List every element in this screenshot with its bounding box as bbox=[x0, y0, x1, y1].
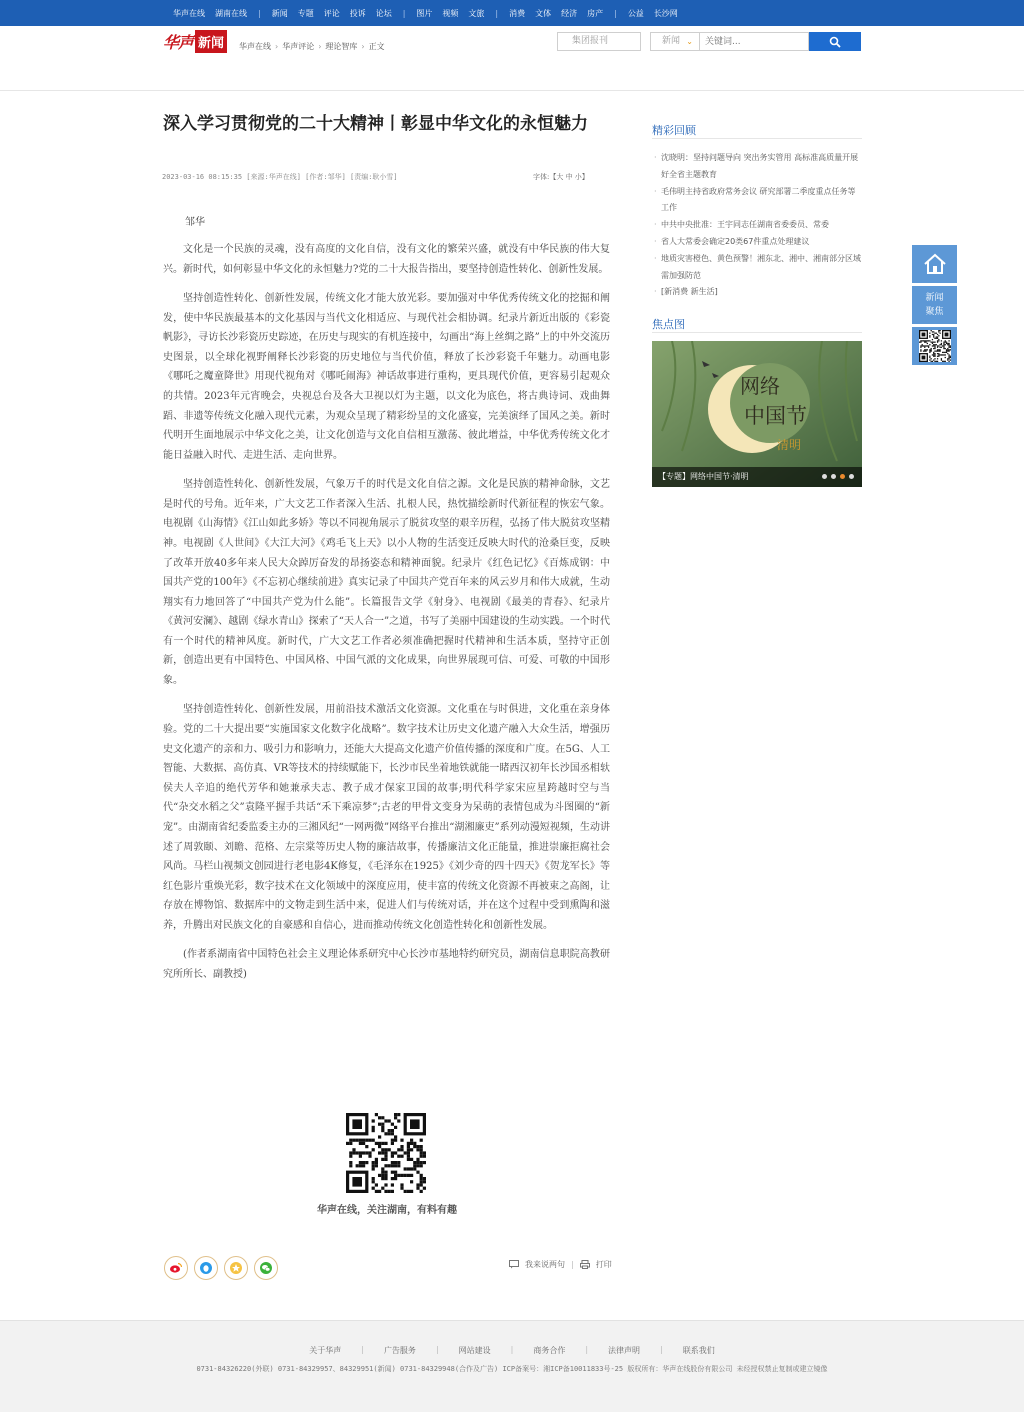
review-divider bbox=[652, 138, 862, 139]
home-icon bbox=[923, 253, 947, 275]
article-body bbox=[163, 240, 610, 994]
footer-link-legal[interactable]: 法律声明 bbox=[608, 1346, 641, 1355]
news-focus-label: 新闻聚焦 bbox=[925, 293, 944, 317]
chevron-down-icon: ⌄ bbox=[686, 37, 693, 46]
focus-art-line2: 中国节 bbox=[744, 404, 807, 428]
carousel-dots bbox=[822, 474, 854, 479]
footer-link-ads[interactable]: 广告服务 bbox=[383, 1346, 416, 1355]
breadcrumb-item-theory[interactable]: 理论智库 bbox=[325, 42, 358, 51]
qq-icon[interactable] bbox=[194, 1256, 218, 1280]
wechat-icon[interactable] bbox=[254, 1256, 278, 1280]
tools-divider: | bbox=[571, 1260, 574, 1269]
top-nav-bar bbox=[0, 0, 1024, 26]
article-paragraph: 坚持创造性转化、创新性发展，用前沿技术激活文化资源。文化重在与时俱进，文化重在亲身体验。党的二十大提出要“实施国家文化数字化战略”。数字技术让历史文化遗产融入大众生活，增强历史文化遗产的亲和力、吸引力和影响力，还能大大提高文化遗产价值传播的深度和广度。在5G、人工智能、大数据、高仿真、VR等技术的持续赋能下，长沙市民坐着地铁就能一睹西汉初年长沙国丞相轪侯夫人辛追的绝代芳华和她兼承夫志、教子成才保家卫国的故事;明代科学家宋应星跨越时空与当代“杂交水稻之父”袁隆平握手共话“禾下乘凉梦”;古老的甲骨文变身为呆萌的表情包成为斗图圈的“新宠”。由湖南省纪委监委主办的三湘风纪“一网两微”网络平台推出“湖湘廉吏”系列动漫短视频，生动讲述了周敦颐、刘瞻、范格、左宗棠等历史人物的廉洁故事，传播廉洁文化正能量，推进崇廉拒腐社会风尚。马栏山视频文创园进行老电影4K修复，《毛泽东在1925》《刘少奇的四十四天》《贺龙军长》等红色影片重焕光彩，数字技术在文化领域中的深度应用，使丰富的传统文化资源不再被束之高阁，让存放在博物馆、数据库中的文物走到生活中来，促进人们与传统对话，并在这个过程中受到熏陶和滋养，升腾出对民族文化的自豪感和自信心，进而推动传统文化创造性转化和创新性发展。 bbox=[163, 704, 610, 931]
review-item[interactable]: · 沈晓明：坚持问题导向 突出务实管用 高标准高质量开展好全省主题教育 bbox=[652, 150, 862, 184]
carousel-dot[interactable] bbox=[831, 474, 836, 479]
focus-caption-text: 【专题】网络中国节·清明 bbox=[658, 472, 749, 481]
chevron-right-icon: › bbox=[275, 42, 279, 51]
review-item[interactable]: · 毛伟明主持省政府常务会议 研究部署二季度重点任务等工作 bbox=[652, 184, 862, 218]
search-icon bbox=[829, 36, 841, 48]
article-paragraph: 文化是一个民族的灵魂，没有高度的文化自信，没有文化的繁荣兴盛，就没有中华民族的伟大复兴。新时代，如何彰显中华文化的永恒魅力?党的二十大报告指出，要坚持创造性转化、创新性发展。 bbox=[163, 244, 610, 275]
nav-link[interactable]: 消费 bbox=[509, 8, 526, 18]
qr-code-image bbox=[346, 1113, 426, 1193]
qr-float-button[interactable] bbox=[912, 327, 957, 365]
chevron-right-icon: › bbox=[318, 42, 322, 51]
chevron-right-icon: › bbox=[361, 42, 365, 51]
footer-divider: | bbox=[361, 1345, 364, 1354]
nav-link[interactable]: 房产 bbox=[587, 8, 604, 18]
review-item[interactable]: · [新消费 新生活] bbox=[652, 284, 862, 301]
footer-link-about[interactable]: 关于华声 bbox=[309, 1346, 342, 1355]
nav-link[interactable]: 投诉 bbox=[349, 8, 366, 18]
focus-heading: 焦点图 bbox=[652, 318, 685, 331]
search-button[interactable] bbox=[809, 32, 861, 51]
footer-links bbox=[0, 1345, 1024, 1356]
nav-link[interactable]: 华声在线 bbox=[173, 8, 205, 18]
focus-art-line3: 清明 bbox=[777, 438, 802, 452]
logo-text: 华声 bbox=[163, 33, 194, 52]
qr-slogan: 华声在线，关注湖南，有料有趣 bbox=[317, 1205, 457, 1216]
nav-link[interactable]: 长沙网 bbox=[653, 8, 678, 18]
nav-link[interactable]: 经济 bbox=[561, 8, 578, 18]
footer-divider: | bbox=[585, 1345, 589, 1354]
focus-caption bbox=[652, 467, 862, 487]
font-size-switch[interactable]: 字体:【大 中 小】 bbox=[533, 173, 589, 181]
comment-icon bbox=[509, 1260, 519, 1269]
nav-link[interactable]: 湖南在线 bbox=[215, 8, 247, 18]
review-item[interactable]: · 省人大常委会确定20类67件重点处理建议 bbox=[652, 234, 862, 251]
weibo-icon[interactable] bbox=[164, 1256, 188, 1280]
top-nav bbox=[173, 0, 678, 26]
qzone-icon[interactable] bbox=[224, 1256, 248, 1280]
footer-copyright: 0731-84326220(外联) 0731-84329957、84329951(新闻) 0731-84329948(合作及广告) ICP备案号：湘ICP备10011833号-25 版权所有：华声在线股份有限公司 未经授权禁止复制或建立镜像 bbox=[196, 1365, 828, 1373]
home-button[interactable] bbox=[912, 245, 957, 283]
footer-link-build[interactable]: 网站建设 bbox=[458, 1346, 491, 1355]
print-link[interactable]: 打印 bbox=[595, 1260, 612, 1269]
article-paragraph: 坚持创造性转化、创新性发展，传统文化才能大放光彩。要加强对中华优秀传统文化的挖掘和阐发，使中华民族最基本的文化基因与当代文化相适应、与现代社会相协调。纪录片新近出版的《彩瓷帆影》，寻访长沙彩瓷历史踪迹，在历史与现实的有机连接中，勾画出“海上丝绸之路”上的中外交流历史图景，以全球化视野阐释长沙彩瓷的历史地位与当代价值，释放了长沙彩瓷千年魅力。动画电影《哪吒之魔童降世》用现代视角对《哪吒闹海》神话故事进行重构，更具现代价值，更容易引起观众的共情。2023年元宵晚会，央视总台及各大卫视以灯为主题，以文化为底色，将古典诗词、戏曲舞蹈、非遗等传统文化融入现代元素，为观众呈现了精彩纷呈的文化盛宴，完美演绎了国风之美。新时代明开生面地展示中华文化之美，让文化创造与文化自信相互激荡、彼此增益，中华优秀传统文化才能日益融入时代、走进生活、走向世界。 bbox=[163, 292, 610, 461]
review-list bbox=[652, 150, 862, 301]
review-item[interactable]: · 地质灾害橙色、黄色预警！湘东北、湘中、湘南部分区域需加强防范 bbox=[652, 251, 862, 285]
search-type-label: 新闻 bbox=[662, 36, 681, 46]
article-meta: 2023-03-16 08:15:35 [来源:华声在线] [作者:邹华] [责编:耿小雪] bbox=[162, 173, 398, 181]
footer-link-business[interactable]: 商务合作 bbox=[533, 1346, 566, 1355]
qr-code-icon bbox=[919, 330, 951, 362]
news-focus-button[interactable] bbox=[912, 286, 957, 324]
article-tools bbox=[509, 1259, 612, 1270]
nav-link[interactable]: 文旅 bbox=[468, 8, 485, 18]
nav-link[interactable]: 论坛 bbox=[375, 8, 392, 18]
review-heading: 精彩回顾 bbox=[652, 124, 696, 137]
focus-artwork bbox=[652, 341, 862, 487]
focus-divider bbox=[652, 332, 862, 333]
logo-badge: 新闻 bbox=[195, 30, 227, 53]
breadcrumb-item-current: 正文 bbox=[368, 42, 385, 51]
search-type-select[interactable] bbox=[650, 32, 700, 51]
focus-image[interactable] bbox=[652, 341, 862, 487]
nav-link[interactable]: 新闻 bbox=[271, 8, 288, 18]
group-paper-select[interactable]: 集团报刊 bbox=[557, 32, 641, 51]
nav-link[interactable]: 视频 bbox=[442, 8, 459, 18]
site-logo[interactable] bbox=[163, 30, 227, 53]
nav-link[interactable]: 图片 bbox=[416, 8, 433, 18]
comment-link[interactable]: 我来说两句 bbox=[525, 1260, 565, 1269]
nav-link[interactable]: 评论 bbox=[323, 8, 340, 18]
site-header bbox=[0, 26, 1024, 91]
article-title: 深入学习贯彻党的二十大精神丨彰显中华文化的永恒魅力 bbox=[163, 114, 588, 134]
nav-divider: | bbox=[614, 8, 617, 18]
nav-divider: | bbox=[402, 8, 406, 18]
breadcrumb bbox=[239, 41, 385, 52]
search-input[interactable] bbox=[700, 32, 809, 51]
breadcrumb-item-comment[interactable]: 华声评论 bbox=[282, 42, 315, 51]
footer-divider: | bbox=[510, 1345, 514, 1354]
print-icon bbox=[580, 1260, 590, 1269]
share-bar bbox=[164, 1256, 278, 1280]
nav-link[interactable]: 文体 bbox=[535, 8, 552, 18]
article-author: 邹华 bbox=[185, 217, 205, 228]
nav-link[interactable]: 公益 bbox=[627, 8, 644, 18]
footer-divider: | bbox=[660, 1345, 663, 1354]
footer-link-contact[interactable]: 联系我们 bbox=[682, 1346, 715, 1355]
carousel-dot[interactable] bbox=[849, 474, 854, 479]
breadcrumb-item-home[interactable]: 华声在线 bbox=[239, 42, 271, 51]
carousel-dot[interactable] bbox=[822, 474, 827, 479]
review-item[interactable]: · 中共中央批准：王宇同志任湖南省委委员、常委 bbox=[652, 217, 862, 234]
article-paragraph: 坚持创造性转化、创新性发展，气象万千的时代是文化自信之源。文化是民族的精神命脉，文艺是时代的号角。近年来，广大文艺工作者深入生活、扎根人民，热忱描绘新时代新征程的恢宏气象。电视剧《山海情》《江山如此多娇》等以不同视角展示了脱贫攻坚的艰辛历程，弘扬了伟大脱贫攻坚精神。电视剧《人世间》《大江大河》《鸡毛飞上天》以小人物的生活变迁反映大时代的沧桑巨变，反映了改革开放40多年来人民大众踔厉奋发的昂扬姿态和精神面貌。纪录片《红色记忆》《百炼成钢：中国共产党的100年》《不忘初心继续前进》真实记录了中国共产党百年来的风云岁月和伟大成就，生动翔实有力地回答了“中国共产党为什么能”。长篇报告文学《射身》、电视剧《最美的青春》、纪录片《黄河安澜》、越剧《绿水青山》探索了“天人合一”之道，书写了美丽中国建设的生动实践。一个时代有一个时代的精神风度。新时代，广大文艺工作者必须准确把握时代精神和生活本质，坚持守正创新，创造出更有中国特色、中国风格、中国气派的文化成果，向世界展现可信、可爱、可敬的中国形象。 bbox=[163, 479, 610, 687]
article-paragraph: (作者系湖南省中国特色社会主义理论体系研究中心长沙市基地特约研究员，湖南信息职院高教研究所所长、副教授) bbox=[163, 949, 610, 980]
focus-art-line1: 网络 bbox=[740, 374, 780, 398]
nav-divider: | bbox=[258, 8, 261, 18]
footer-divider: | bbox=[435, 1345, 439, 1354]
carousel-dot-active[interactable] bbox=[840, 474, 845, 479]
nav-link[interactable]: 专题 bbox=[297, 8, 314, 18]
nav-divider: | bbox=[495, 8, 499, 18]
